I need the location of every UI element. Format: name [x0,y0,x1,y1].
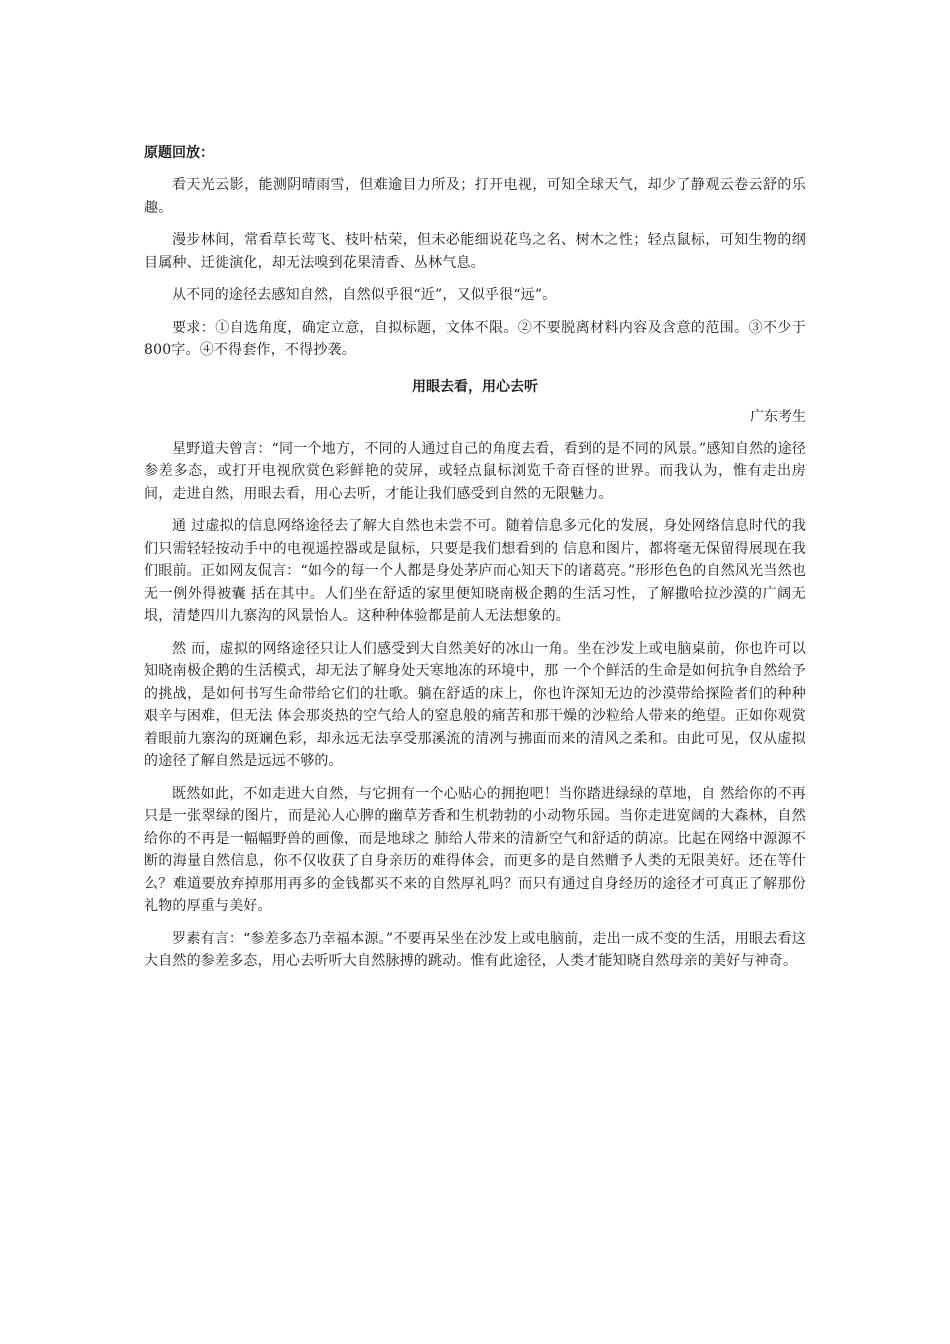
essay-paragraph-4: 既然如此，不如走进大自然，与它拥有一个心贴心的拥抱吧！当你踏进绿绿的草地，自 然给你的不再只是一张翠绿的图片，而是沁人心脾的幽草芳香和生机勃勃的小动物乐园。当你走进宽阔的大森林，自然给你的不再是一幅幅野兽的画像，而是地球之 肺给人带来的清新空气和舒适的荫凉。比起在网络中源源不断的海量自然信息，你不仅收获了自身亲历的难得体会，而更多的是自然赠予人类的无限美好。还在等什 么？难道要放弃掉那用再多的金钱都买不来的自然厚礼吗？而只有通过自身经历的途径才可真正了解那份礼物的厚重与美好。 [144,785,806,914]
prompt-paragraph-3: 从不同的途径去感知自然，自然似乎很“近”，又似乎很“远”。 [172,287,557,303]
essay-title: 用眼去看，用心去听 [412,378,538,395]
essay-paragraph-2: 通 过虚拟的信息网络途径去了解大自然也未尝不可。随着信息多元化的发展，身处网络信息时代的我们只需轻轻按动手中的电视遥控器或是鼠标，只要是我们想看到的 信息和图片，都将毫无保留得展现在我们眼前。正如网友侃言：“如今的每一个人都是身处茅庐而心知天下的诸葛亮。”形形色色的自然风光当然也无一例外得被囊 括在其中。人们坐在舒适的家里便知晓南极企鹅的生活习性，了解撒哈拉沙漠的广阔无垠，清楚四川九寨沟的风景怡人。这种种体验都是前人无法想象的。 [144,518,806,624]
prompt-requirements: 要求：①自选角度，确定立意，自拟标题，文体不限。②不要脱离材料内容及含意的范围。③不少于800字。④不得套作，不得抄袭。 [144,319,806,358]
prompt-paragraph-1: 看天光云影，能测阴晴雨雪，但难逾目力所及；打开电视，可知全球天气，却少了静观云卷云舒的乐趣。 [144,177,806,216]
prompt-heading: 原题回放： [144,145,214,161]
essay-paragraph-5: 罗素有言：“参差多态乃幸福本源。”不要再呆坐在沙发上或电脑前，走出一成不变的生活，用眼去看这大自然的参差多态，用心去听听大自然脉搏的跳动。惟有此途径，人类才能知晓自然母亲的美好与神奇。 [144,930,806,969]
essay-paragraph-3: 然 而，虚拟的网络途径只让人们感受到大自然美好的冰山一角。坐在沙发上或电脑桌前，你也许可以知晓南极企鹅的生活模式，却无法了解身处天寒地冻的环境中，那 一个个鲜活的生命是如何抗争自然给予的挑战，是如何书写生命带给它们的壮歌。躺在舒适的床上，你也许深知无边的沙漠带给探险者们的种种艰辛与困难，但无法 体会那炎热的空气给人的窒息般的痛苦和那干燥的沙粒给人带来的绝望。正如你观赏着眼前九寨沟的斑斓色彩，却永远无法享受那溪流的清冽与拂面而来的清风之柔和。由此可见，仅从虚拟的途径了解自然是远远不够的。 [144,640,806,769]
prompt-paragraph-2: 漫步林间，常看草长莺飞、枝叶枯荣，但未必能细说花鸟之名、树木之性；轻点鼠标，可知生物的纲目属种、迁徙演化，却无法嗅到花果清香、丛林气息。 [144,232,806,271]
essay-author: 广东考生 [750,408,806,425]
essay-paragraph-1: 星野道夫曾言：“同一个地方，不同的人通过自己的角度去看，看到的是不同的风景。”感知自然的途径参差多态，或打开电视欣赏色彩鲜艳的荧屏，或轻点鼠标浏览千奇百怪的世界。而我认为，惟有走出房间，走进自然，用眼去看，用心去听，才能让我们感受到自然的无限魅力。 [144,440,806,502]
document-page [144,142,806,983]
